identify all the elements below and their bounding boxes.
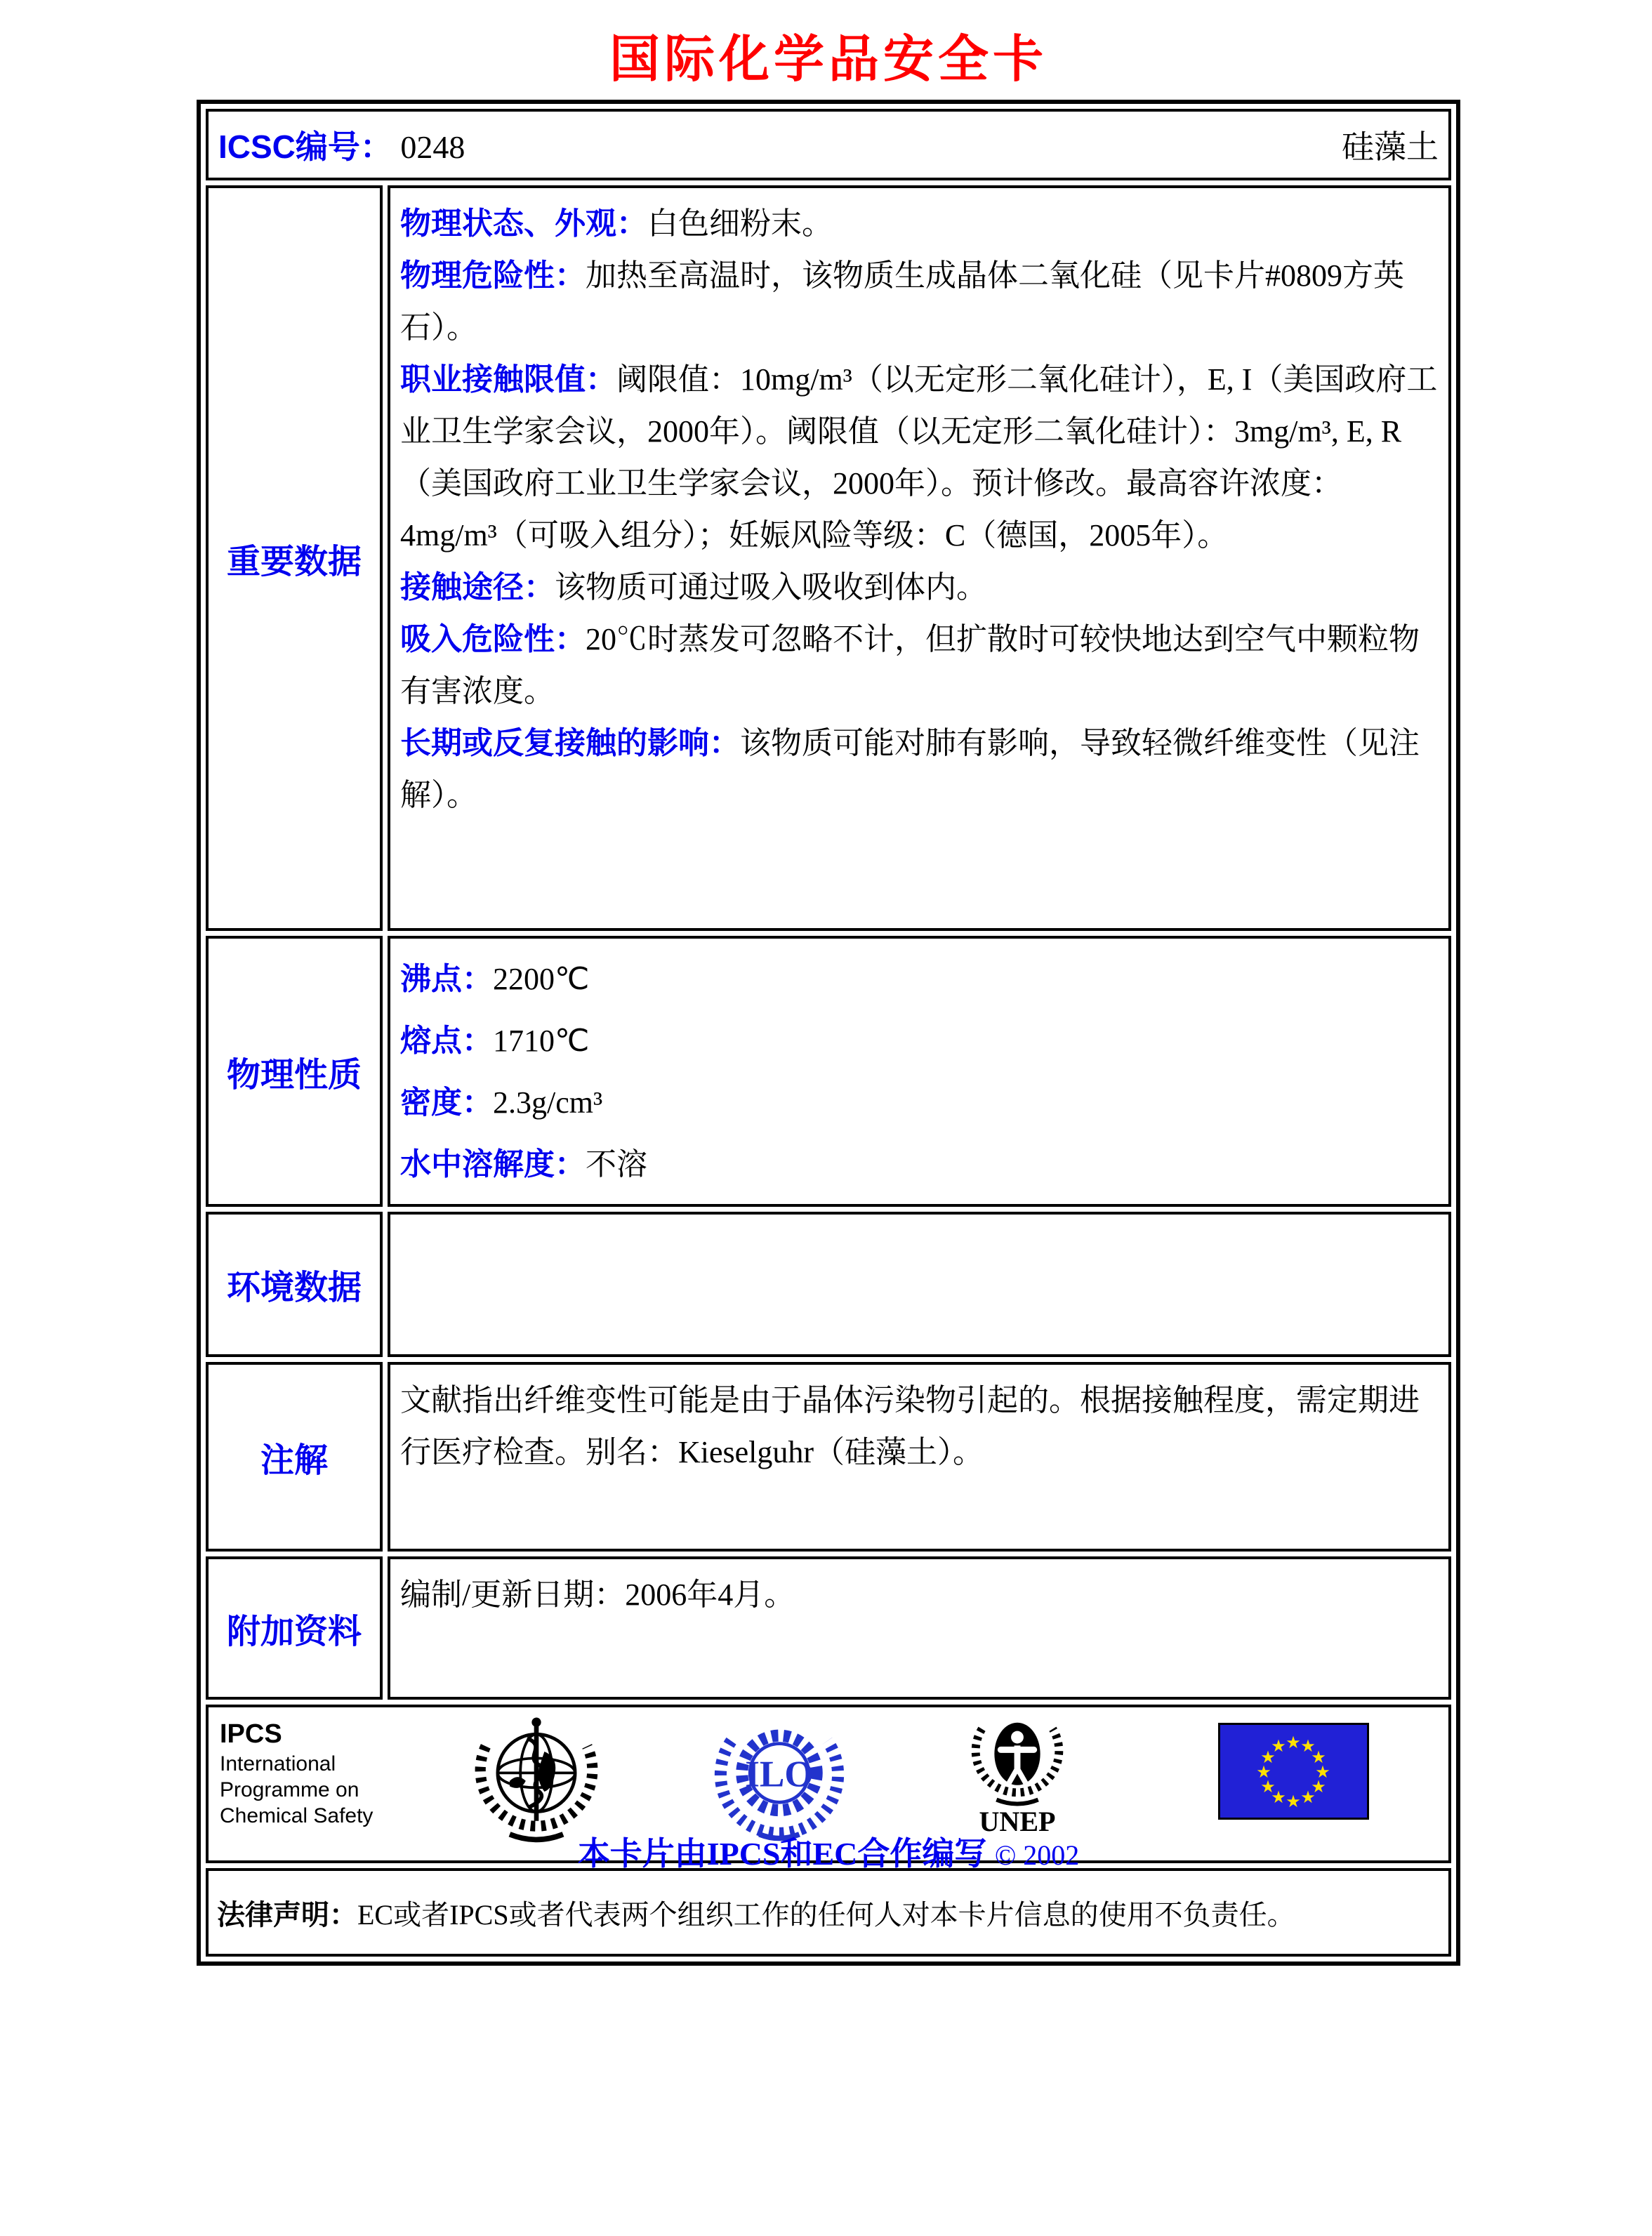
physical-item: 沸点：2200℃ (400, 962, 590, 996)
logos-row (206, 1705, 1451, 1872)
svg-text:★: ★ (1260, 1747, 1276, 1767)
section-label-additional: 附加资料 (206, 1556, 383, 1700)
icsc-table (197, 100, 1460, 1966)
important-item: 物理危险性：加热至高温时，该物质生成晶体二氧化硅（见卡片#0809方英石）。 (400, 258, 1404, 345)
important-data-content (388, 185, 1451, 931)
legal-notice-row (206, 1868, 1451, 1957)
section-label-notes: 注解 (206, 1362, 383, 1552)
svg-text:★: ★ (1300, 1787, 1316, 1807)
svg-text:★: ★ (1286, 1733, 1301, 1752)
ipcs-name: IPCS (220, 1719, 282, 1749)
section-label-physical: 物理性质 (206, 936, 383, 1207)
important-item: 接触途径：该物质可通过吸入吸收到体内。 (400, 570, 987, 604)
cooperation-caption: 本卡片由IPCS和EC合作编写 © 2002 (577, 1836, 1080, 1872)
page-title: 国际化学品安全卡 (609, 32, 1048, 88)
notes-content: 文献指出纤维变性可能是由于晶体污染物引起的。根据接触程度，需定期进行医疗检查。别名：Kieselguhr（硅藻土）。 (388, 1362, 1451, 1552)
svg-text:UNEP: UNEP (979, 1806, 1056, 1835)
section-important-data (206, 185, 1451, 931)
additional-info-content: 编制/更新日期：2006年4月。 (388, 1556, 1451, 1700)
who-logo-icon (470, 1712, 603, 1845)
physical-item: 密度：2.3g/cm³ (400, 1085, 603, 1120)
important-item: 吸入危险性：20℃时蒸发可忽略不计，但扩散时可较快地达到空气中颗粒物有害浓度。 (400, 622, 1420, 708)
physical-properties-content (388, 936, 1451, 1207)
unep-logo-icon (954, 1710, 1081, 1835)
copyright-text: © 2002 (994, 1839, 1080, 1871)
svg-text:ILO: ILO (745, 1753, 814, 1795)
section-physical-properties (206, 936, 1451, 1207)
section-label-important: 重要数据 (206, 185, 383, 931)
svg-text:★: ★ (1311, 1777, 1326, 1797)
important-item: 长期或反复接触的影响：该物质可能对肺有影响，导致轻微纤维变性（见注解）。 (400, 726, 1420, 812)
important-item: 职业接触限值：阈限值：10mg/m³（以无定形二氧化硅计），E, I（美国政府工业卫生学家会议，2000年）。阈限值（以无定形二氧化硅计）：3mg/m³, E, R（美国政府工业卫生学家会议，2000年）。预计修改。最高容许浓度：4mg/m³（可吸入组分）；妊娠风险等级：C（德国，2005年）。 (400, 362, 1438, 553)
environmental-data-content (388, 1212, 1451, 1357)
ipcs-text-block: IPCS International Programme on Chemical Safety (220, 1717, 373, 1829)
legal-notice-text: EC或者IPCS或者代表两个组织工作的任何人对本卡片信息的使用不负责任。 (357, 1898, 1295, 1931)
important-item: 物理状态、外观：白色细粉末。 (400, 206, 833, 241)
section-notes (206, 1362, 1451, 1552)
substance-name: 硅藻土 (1342, 129, 1439, 165)
physical-item: 熔点：1710℃ (400, 1024, 590, 1058)
svg-text:★: ★ (1271, 1736, 1286, 1756)
svg-text:★: ★ (1256, 1762, 1271, 1782)
section-environmental-data (206, 1212, 1451, 1357)
svg-text:★: ★ (1271, 1787, 1286, 1807)
icsc-number-group (218, 121, 465, 168)
svg-text:★: ★ (1286, 1792, 1301, 1811)
svg-text:★: ★ (1311, 1747, 1326, 1767)
section-label-environment: 环境数据 (206, 1212, 383, 1357)
ilo-logo-icon (713, 1712, 846, 1845)
icsc-number-value: 0248 (400, 129, 465, 165)
legal-notice-label: 法律声明： (217, 1899, 357, 1931)
physical-item: 水中溶解度：不溶 (400, 1147, 647, 1182)
header-row (206, 109, 1451, 180)
svg-text:★: ★ (1260, 1777, 1276, 1797)
svg-text:★: ★ (1315, 1762, 1330, 1782)
svg-text:★: ★ (1300, 1736, 1316, 1756)
icsc-number-label: ICSC编号： (218, 128, 392, 165)
section-additional-info (206, 1556, 1451, 1700)
eu-flag-icon (1218, 1723, 1369, 1820)
